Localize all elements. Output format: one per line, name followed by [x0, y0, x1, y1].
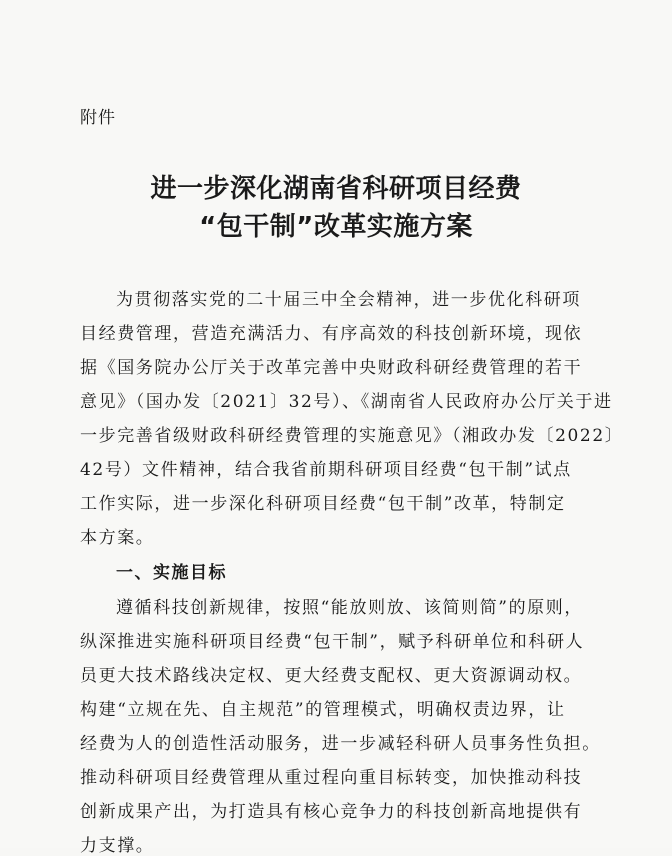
intro-paragraph-line: 为贯彻落实党的二十届三中全会精神，进一步优化科研项 [116, 290, 581, 310]
intro-paragraph-line: 据《国务院办公厅关于改革完善中央财政科研经费管理的若干 [80, 358, 583, 378]
intro-paragraph-line: 意见》（国办发〔2021〕32号）、《湖南省人民政府办公厅关于进 [80, 392, 613, 412]
intro-paragraph-line: 目经费管理，营造充满活力、有序高效的科技创新环境，现依 [80, 324, 583, 344]
section-paragraph-line: 创新成果产出，为打造具有核心竞争力的科技创新高地提供有 [80, 802, 583, 822]
section-paragraph-line: 员更大技术路线决定权、更大经费支配权、更大资源调动权。 [80, 666, 583, 686]
intro-paragraph-line: 42号）文件精神，结合我省前期科研项目经费“包干制”试点 [80, 460, 572, 480]
section-paragraph-line: 遵循科技创新规律，按照“能放则放、该简则简”的原则， [116, 598, 583, 618]
intro-paragraph-line: 一步完善省级财政科研经费管理的实施意见》（湘政办发〔2022〕 [80, 426, 624, 446]
section-paragraph-line: 构建“立规在先、自主规范”的管理模式，明确权责边界，让 [80, 700, 566, 720]
section-paragraph-line: 力支撑。 [80, 836, 155, 856]
section-paragraph-line: 纵深推进实施科研项目经费“包干制”，赋予科研单位和科研人 [80, 632, 585, 652]
attachment-label: 附件 [80, 108, 116, 128]
intro-paragraph-line: 本方案。 [80, 528, 155, 548]
document-title-line-1: 进一步深化湖南省科研项目经费 [150, 174, 522, 204]
document-title-line-2: “包干制”改革实施方案 [199, 212, 473, 242]
section-heading: 一、实施目标 [116, 563, 227, 583]
section-paragraph-line: 推动科研项目经费管理从重过程向重目标转变，加快推动科技 [80, 768, 583, 788]
section-paragraph-line: 经费为人的创造性活动服务，进一步减轻科研人员事务性负担。 [80, 734, 601, 754]
intro-paragraph-line: 工作实际，进一步深化科研项目经费“包干制”改革，特制定 [80, 494, 566, 514]
